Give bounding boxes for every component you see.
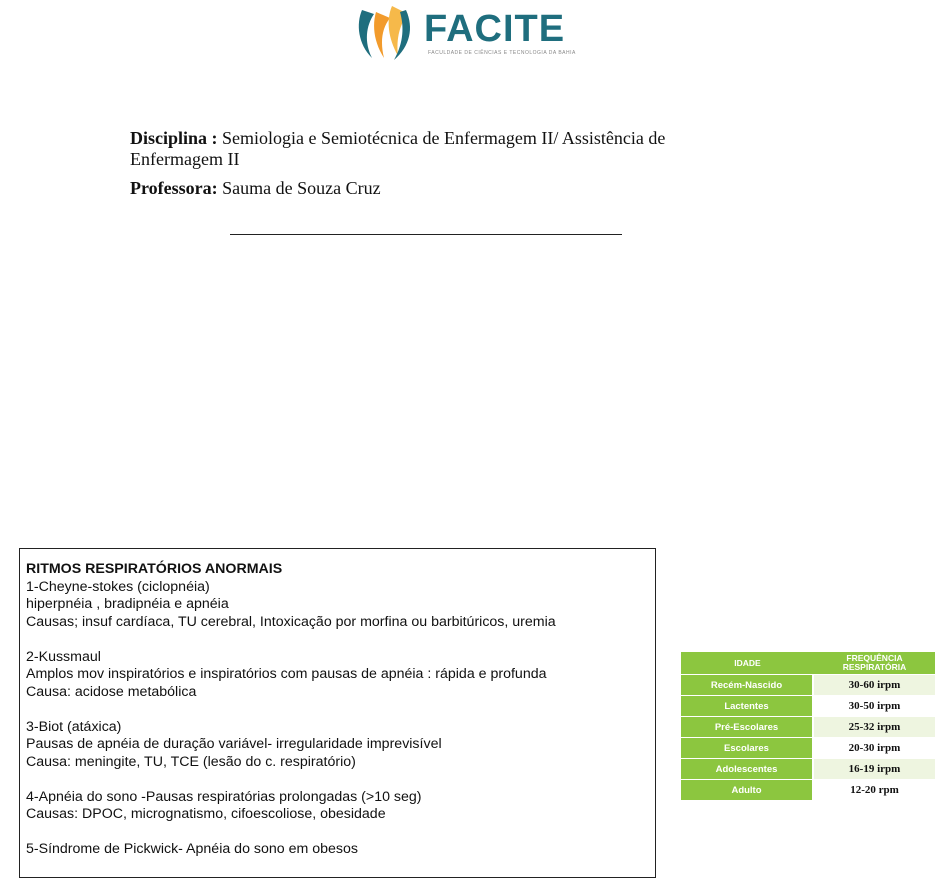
professor-label: Professora: xyxy=(130,178,218,198)
logo-name: FACITE xyxy=(424,8,566,50)
rhythm-group xyxy=(26,719,655,772)
logo-subtitle: FACULDADE DE CIÊNCIAS E TECNOLOGIA DA BAHIA xyxy=(428,50,576,56)
rhythm-line: Causas; insuf cardíaca, TU cerebral, Intoxicação por morfina ou barbitúricos, uremia xyxy=(26,613,556,630)
rhythm-line: Pausas de apnéia de duração variável- irregularidade imprevisível xyxy=(26,736,442,752)
flame-logo-icon xyxy=(354,2,416,62)
rhythm-line: 2-Kussmaul xyxy=(26,648,101,665)
respiratory-rate-table xyxy=(681,651,935,801)
rate-cell: 16-19 irpm xyxy=(814,759,935,779)
rhythm-group xyxy=(26,841,655,859)
rhythm-group xyxy=(26,579,655,632)
rate-cell: 20-30 irpm xyxy=(814,738,935,758)
column-header-rate-line1: FREQUÊNCIA xyxy=(846,653,903,663)
discipline-value-cont: Enfermagem II xyxy=(130,149,240,169)
age-cell: Lactentes xyxy=(681,696,814,716)
rhythms-box xyxy=(19,548,656,878)
discipline-row xyxy=(130,128,830,149)
age-cell: Escolares xyxy=(681,738,814,758)
table-row xyxy=(681,675,935,695)
rhythm-group xyxy=(26,789,655,824)
rate-cell: 12-20 rpm xyxy=(814,780,935,800)
horizontal-rule xyxy=(230,234,622,235)
professor-row xyxy=(130,178,830,199)
rhythm-line: Amplos mov inspiratórios e inspiratórios com pausas de apnéia : rápida e profunda xyxy=(26,666,547,682)
rate-cell: 30-50 irpm xyxy=(814,696,935,716)
table-row xyxy=(681,717,935,737)
rhythm-line: Causa: acidose metabólica xyxy=(26,683,197,700)
rhythms-title: RITMOS RESPIRATÓRIOS ANORMAIS xyxy=(26,561,283,577)
column-header-rate xyxy=(814,652,935,674)
column-header-rate-line2: RESPIRATÓRIA xyxy=(842,662,907,672)
age-cell: Recém-Nascido xyxy=(681,675,814,695)
professor-value: Sauma de Souza Cruz xyxy=(222,178,381,198)
age-cell: Pré-Escolares xyxy=(681,717,814,737)
rhythm-line: Causa: meningite, TU, TCE (lesão do c. respiratório) xyxy=(26,753,356,770)
rhythm-line: hiperpnéia , bradipnéia e apnéia xyxy=(26,596,229,612)
table-row xyxy=(681,759,935,779)
rhythm-line: 1-Cheyne-stokes (ciclopnéia) xyxy=(26,578,210,595)
rhythm-line: 3-Biot (atáxica) xyxy=(26,718,122,735)
age-cell: Adolescentes xyxy=(681,759,814,779)
table-row xyxy=(681,696,935,716)
rhythm-line: Causas: DPOC, micrognatismo, cifoescoliose, obesidade xyxy=(26,806,386,822)
discipline-label: Disciplina : xyxy=(130,128,218,148)
facite-logo xyxy=(354,2,576,62)
rhythm-group xyxy=(26,649,655,702)
column-header-age: IDADE xyxy=(681,652,814,674)
course-info xyxy=(130,128,830,199)
table-row xyxy=(681,738,935,758)
table-header-row xyxy=(681,652,935,674)
rate-cell: 25-32 irpm xyxy=(814,717,935,737)
table-row xyxy=(681,780,935,800)
age-cell: Adulto xyxy=(681,780,814,800)
rhythm-line: 5-Síndrome de Pickwick- Apnéia do sono em obesos xyxy=(26,841,359,857)
rate-cell: 30-60 irpm xyxy=(814,675,935,695)
discipline-value: Semiologia e Semiotécnica de Enfermagem II/ Assistência de xyxy=(222,128,666,148)
rhythm-line: 4-Apnéia do sono -Pausas respiratórias prolongadas (>10 seg) xyxy=(26,788,422,805)
